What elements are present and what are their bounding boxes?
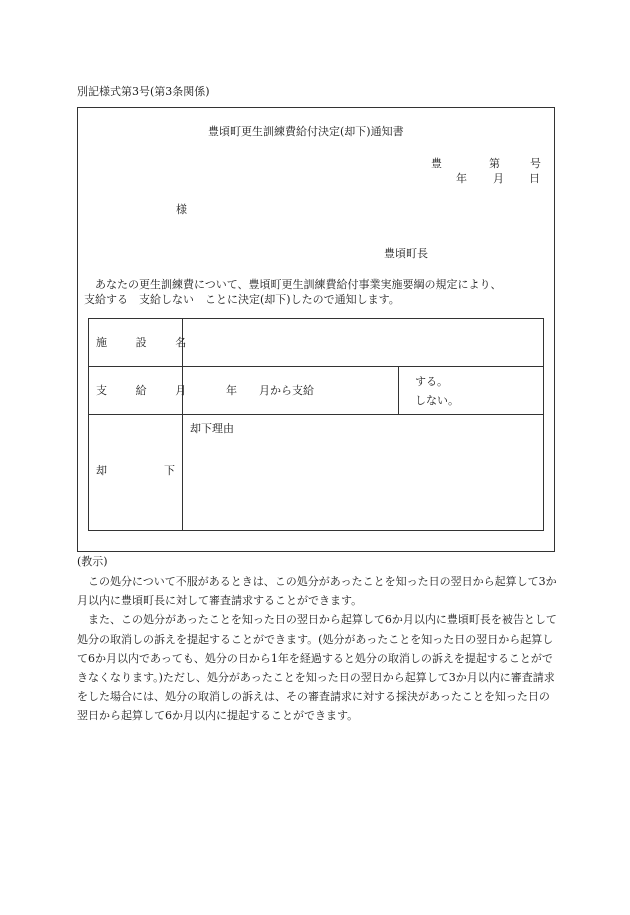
instruction-heading: (教示): [77, 555, 108, 568]
recipient-suffix: 様: [176, 203, 187, 216]
option-not: しない。: [415, 394, 459, 407]
ref-suffix: 号: [530, 157, 541, 170]
table-row-divider-2: [88, 414, 544, 415]
decision-table: [88, 318, 544, 531]
date-month: 月: [493, 172, 504, 185]
table-col-divider: [182, 318, 183, 531]
instruction-paragraph-1: この処分について不服があるときは、この処分があったことを知った日の翌日から起算して3か月以内に豊頃町長に対して審査請求することができます。: [77, 575, 557, 608]
table-row-divider-1: [88, 366, 544, 367]
facility-label: 施 設 名: [96, 336, 195, 349]
body-line-2: 支給する 支給しない ことに決定(却下)したので通知します。: [84, 293, 400, 306]
date-day: 日: [529, 172, 540, 185]
month-label: 支 給 月: [96, 384, 195, 397]
date-year: 年: [456, 172, 467, 185]
option-do: する。: [415, 375, 448, 388]
month-value: 年 月から支給: [226, 384, 314, 397]
reject-label-left: 却: [96, 464, 107, 477]
form-label: 別記様式第3号(第3条関係): [77, 85, 210, 98]
notice-title: 豊頃町更生訓練費給付決定(却下)通知書: [208, 125, 404, 138]
body-line-1: あなたの更生訓練費について、豊頃町更生訓練費給付事業実施要綱の規定により、: [95, 278, 502, 291]
reject-label-right: 下: [164, 464, 175, 477]
ref-no: 第: [489, 157, 500, 170]
instruction-paragraph-2: また、この処分があったことを知った日の翌日から起算して6か月以内に豊頃町長を被告として処分の取消しの訴えを提起することができます。(処分があったことを知った日の翌日から起算して6か月以内であっても、処分の日から1年を経過すると処分の取消しの訴えを提起することができなくなります。)ただし、処分があったことを知った日の翌日から起算して3か月以内に審査請求をした場合には、処分の取消しの訴えは、その審査請求に対する採決があったことを知った日の翌日から起算して6か月以内に提起することができます。: [77, 613, 557, 723]
ref-prefix: 豊: [431, 157, 442, 170]
issuer: 豊頃町長: [384, 247, 428, 260]
reject-reason-label: 却下理由: [190, 422, 234, 435]
table-option-divider: [398, 366, 399, 414]
instruction-body: [77, 572, 557, 726]
